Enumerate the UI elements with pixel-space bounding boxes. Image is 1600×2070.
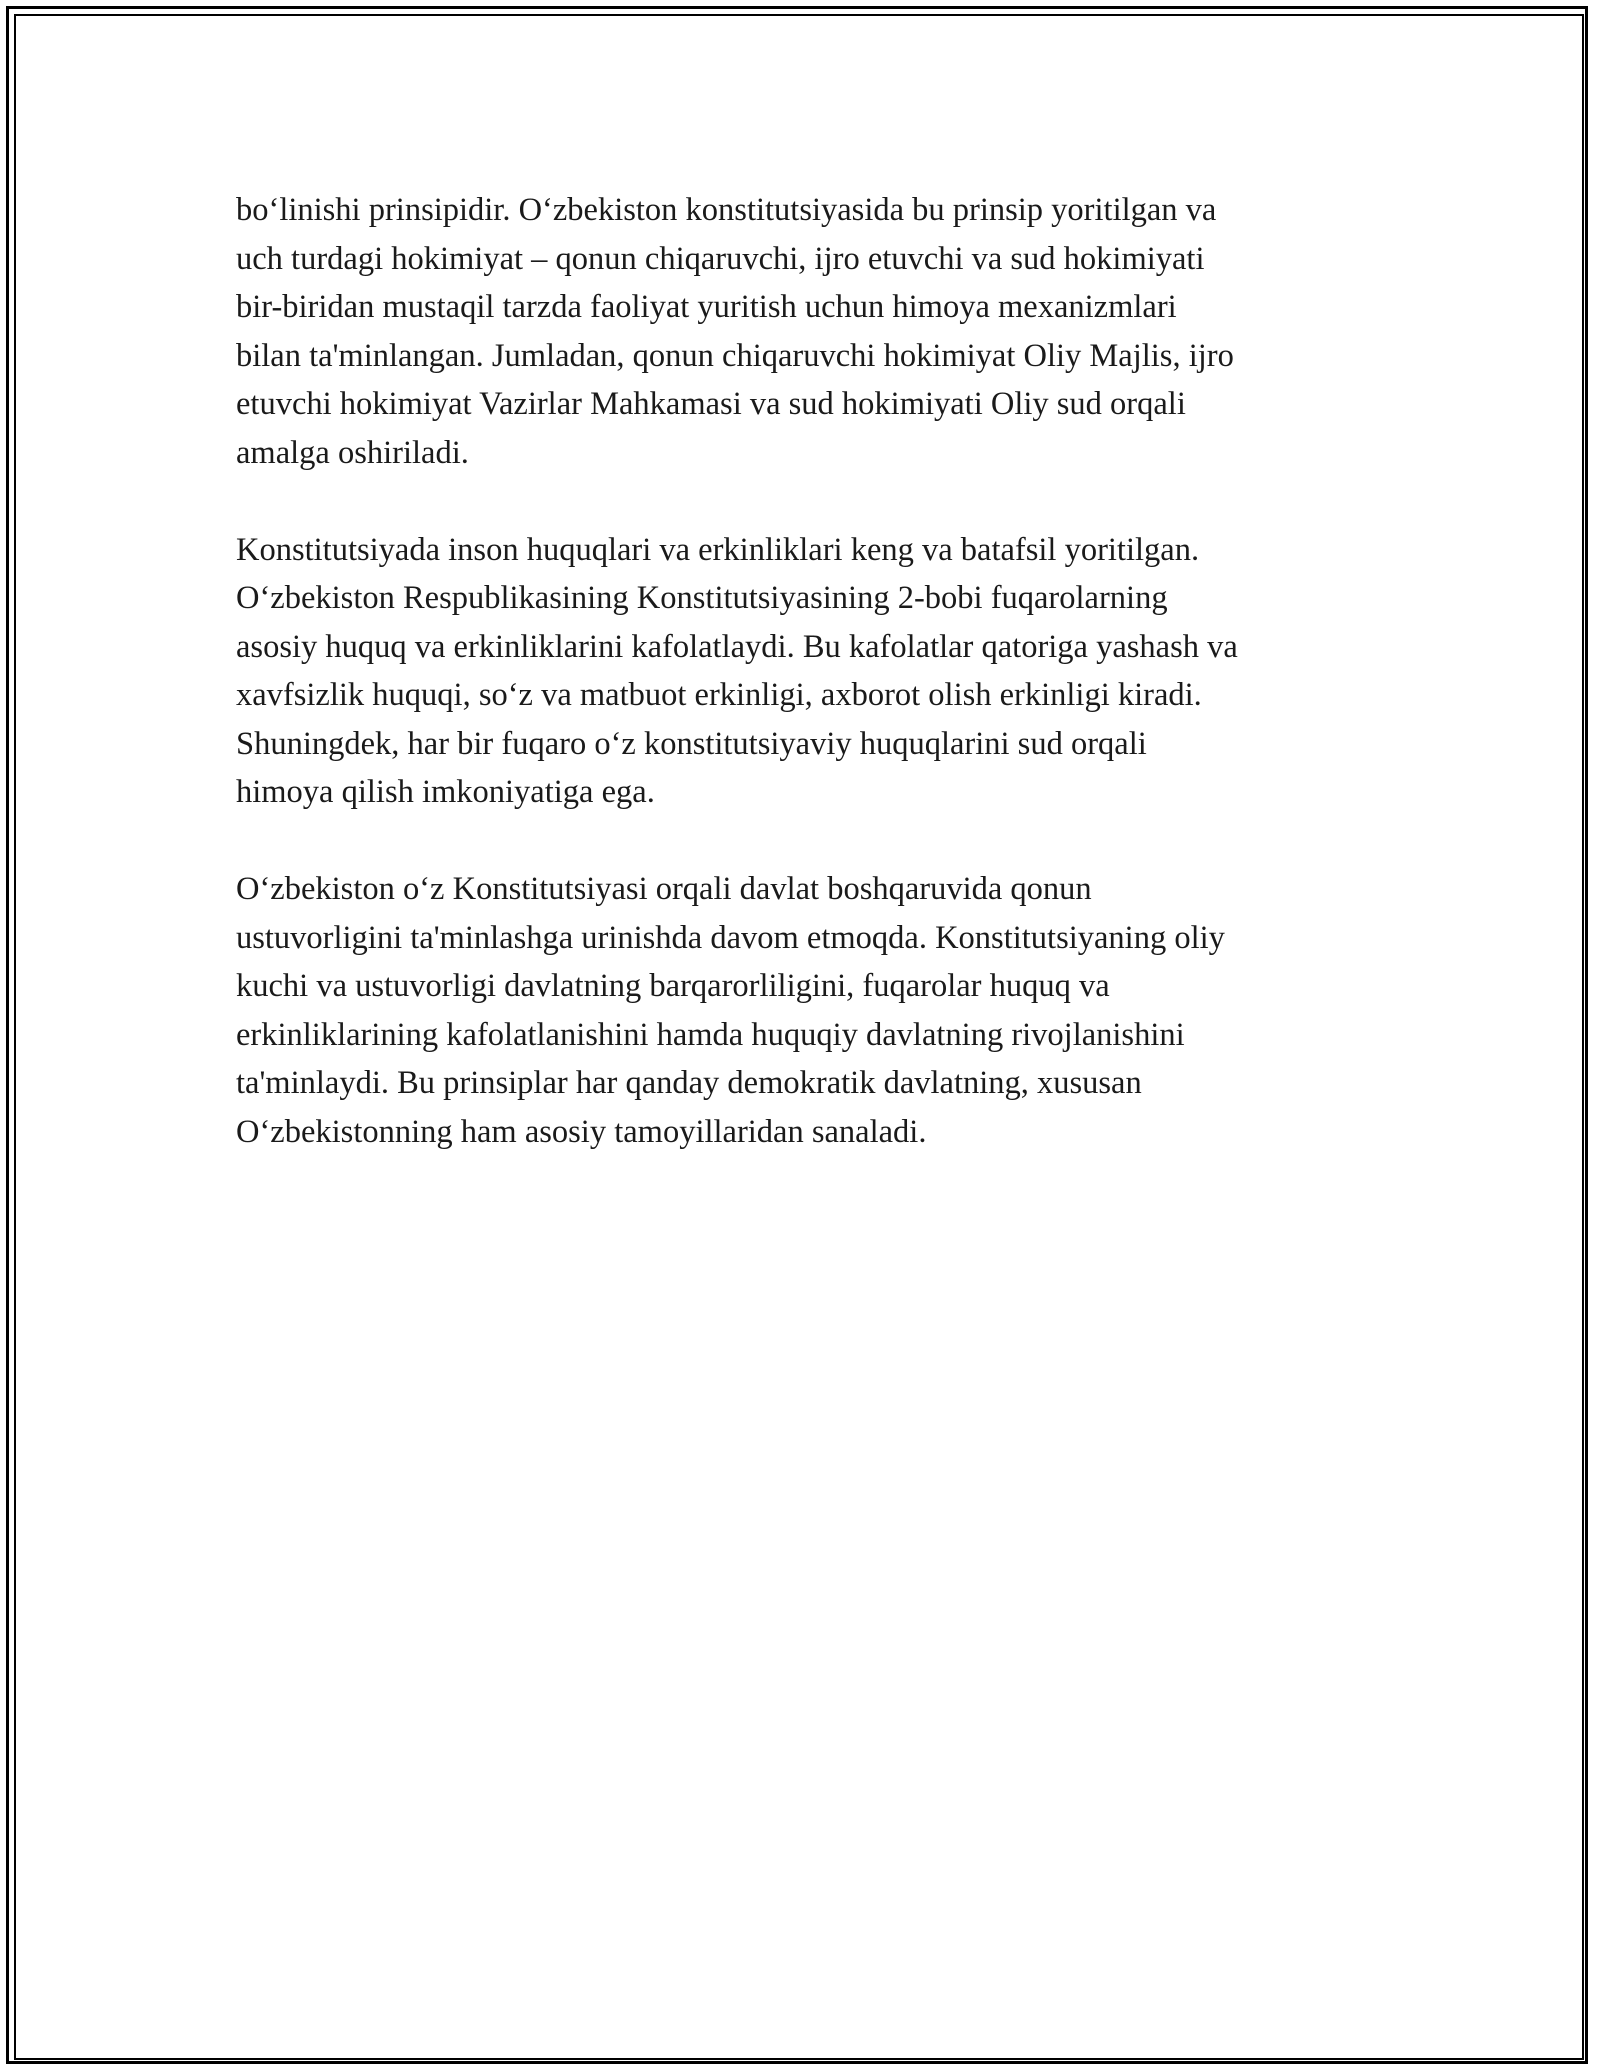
document-body: [236, 186, 1386, 1205]
paragraph-line: bo‘linishi prinsipidir. O‘zbekiston konstitutsiyasida bu prinsip yoritilgan va: [236, 192, 1217, 228]
paragraph-line: amalga oshiriladi.: [236, 434, 469, 471]
paragraph-line: Konstitutsiyada inson huquqlari va erkinliklari keng va batafsil yoritilgan.: [236, 531, 1200, 568]
paragraph-line: O‘zbekiston Respublikasining Konstitutsiyasining 2-bobi fuqarolarning: [236, 580, 1168, 616]
paragraph-3: [236, 865, 1386, 1156]
paragraph-line: himoya qilish imkoniyatiga ega.: [236, 774, 655, 810]
paragraph-line: asosiy huquq va erkinliklarini kafolatlaydi. Bu kafolatlar qatoriga yashash va: [236, 628, 1238, 665]
paragraph-1: [236, 186, 1386, 477]
paragraph-line: ustuvorligini ta'minlashga urinishda davom etmoqda. Konstitutsiyaning oliy: [236, 919, 1225, 956]
paragraph-2: [236, 526, 1386, 817]
paragraph-line: kuchi va ustuvorligi davlatning barqarorliligini, fuqarolar huquq va: [236, 968, 1110, 1004]
paragraph-line: Shuningdek, har bir fuqaro o‘z konstitutsiyaviy huquqlarini sud orqali: [236, 725, 1147, 762]
paragraph-line: bilan ta'minlangan. Jumladan, qonun chiqaruvchi hokimiyat Oliy Majlis, ijro: [236, 337, 1234, 374]
paragraph-line: ta'minlaydi. Bu prinsiplar har qanday demokratik davlatning, xususan: [236, 1065, 1142, 1101]
paragraph-line: xavfsizlik huquqi, so‘z va matbuot erkinligi, axborot olish erkinligi kiradi.: [236, 677, 1202, 713]
paragraph-line: bir-biridan mustaqil tarzda faoliyat yuritish uchun himoya mexanizmlari: [236, 289, 1177, 325]
paragraph-line: O‘zbekistonning ham asosiy tamoyillaridan sanaladi.: [236, 1113, 927, 1150]
paragraph-line: uch turdagi hokimiyat – qonun chiqaruvchi, ijro etuvchi va sud hokimiyati: [236, 240, 1205, 277]
paragraph-line: O‘zbekiston o‘z Konstitutsiyasi orqali davlat boshqaruvida qonun: [236, 871, 1092, 907]
paragraph-line: erkinliklarining kafolatlanishini hamda huquqiy davlatning rivojlanishini: [236, 1016, 1185, 1053]
paragraph-line: etuvchi hokimiyat Vazirlar Mahkamasi va sud hokimiyati Oliy sud orqali: [236, 386, 1186, 422]
